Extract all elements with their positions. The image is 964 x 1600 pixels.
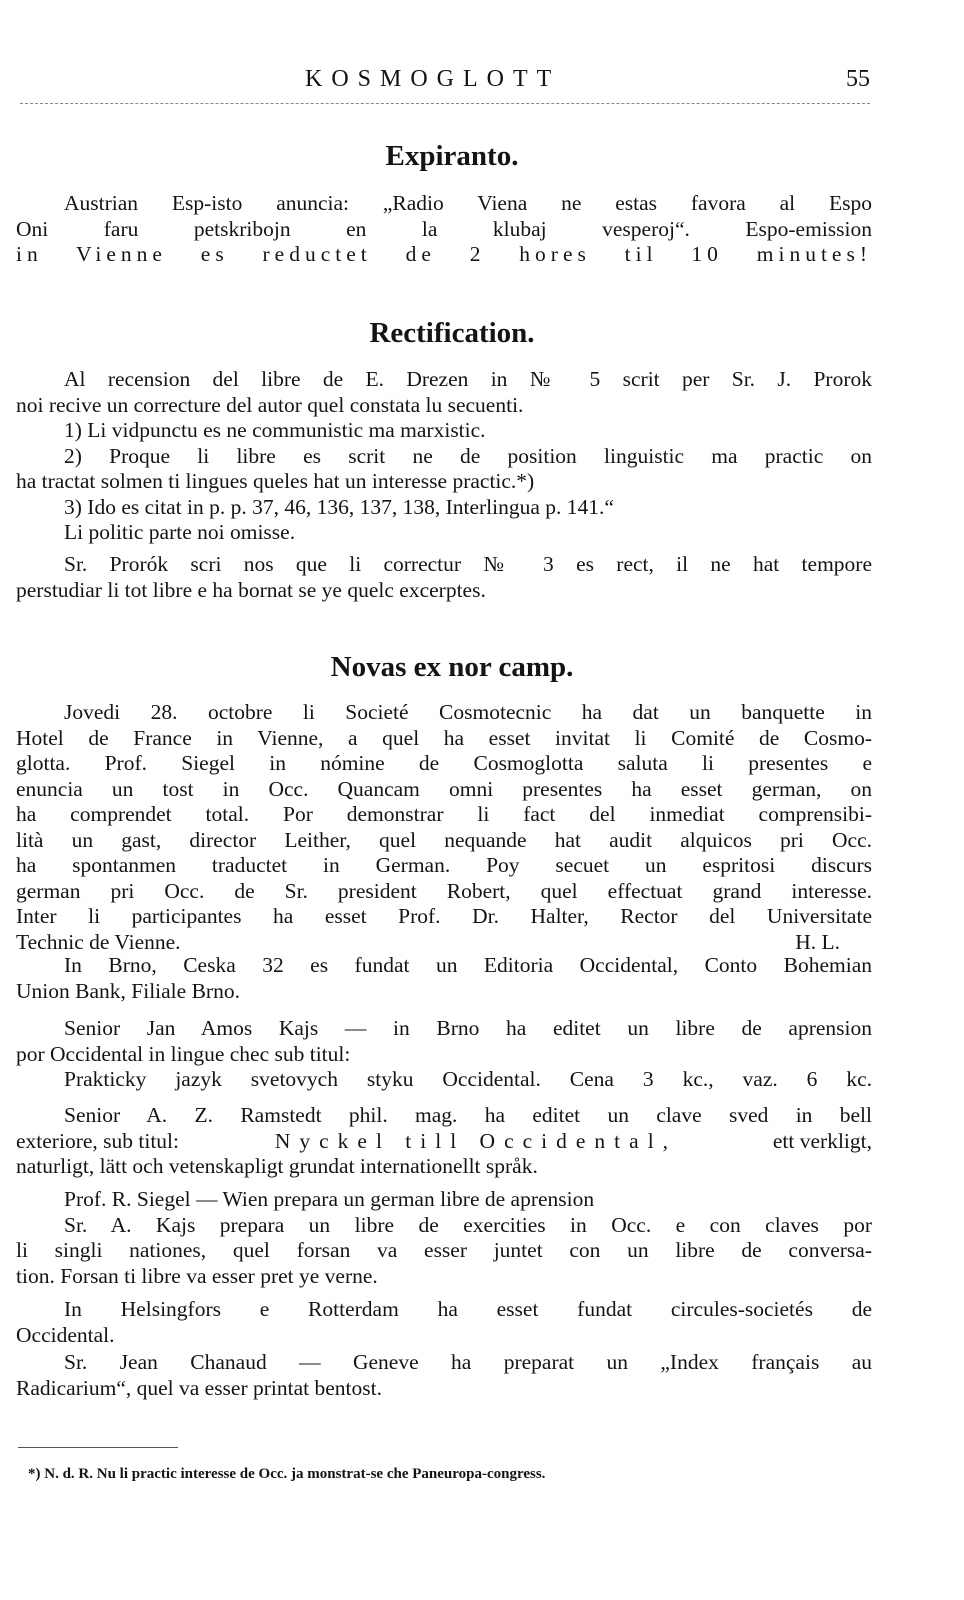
- signature-initials: H. L.: [795, 929, 840, 954]
- text-line: exteriore, sub titul:: [16, 1128, 180, 1153]
- text-line: 1) Li vidpunctu es ne communistic ma marxistic.: [64, 418, 486, 442]
- text-line: Al recension del libre de E. Drezen in № 5 scrit per Sr. J. Prorok: [64, 367, 872, 391]
- text-line: tion. Forsan ti libre va esser pret ye verne.: [16, 1263, 378, 1288]
- text-line: Oni faru petskribojn en la klubaj vesperoj“. Espo-emission: [16, 216, 872, 241]
- text-line: por Occidental in lingue chec sub titul:: [16, 1041, 351, 1066]
- text-line: in Vienne es reductet de 2 hores til 10 minutes!: [16, 242, 872, 266]
- book-title: Nyckel till Occidental,: [274, 1128, 678, 1153]
- text-line: glotta. Prof. Siegel in nómine de Cosmoglotta saluta li presentes e: [16, 751, 872, 775]
- paragraph-siegel-kajs: [16, 1187, 872, 1289]
- text-line: Technic de Vienne.: [16, 929, 181, 954]
- text-line: noi recive un correcture del autor quel constata lu secuenti.: [16, 392, 524, 417]
- text-line: 3) Ido es citat in p. p. 37, 46, 136, 137, 138, Interlingua p. 141.“: [64, 494, 614, 519]
- paragraph-rectification: [16, 367, 872, 546]
- text-line: In Brno, Ceska 32 es fundat un Editoria Occidental, Conto Bohemian: [64, 953, 872, 977]
- header-rule: [20, 103, 870, 104]
- text-line: Union Bank, Filiale Brno.: [16, 978, 240, 1003]
- paragraph-rectification-note: [16, 552, 872, 603]
- page-number: 55: [846, 66, 870, 92]
- heading-expiranto: Expiranto.: [385, 140, 519, 172]
- text-line: Sr. A. Kajs prepara un libre de exercities in Occ. e con claves por: [64, 1212, 872, 1237]
- paragraph-helsingfors: [16, 1297, 872, 1348]
- footnote-rule: [18, 1447, 178, 1448]
- text-line: Sr. Prorók scri nos que li correctur № 3 es rect, il ne hat tempore: [64, 552, 872, 576]
- journal-title: KOSMOGLOTT: [305, 66, 561, 92]
- text-line: ha tractat solmen ti lingues queles hat un interesse practic.*): [16, 469, 535, 493]
- text-line-title: [16, 1129, 872, 1155]
- text-line: Radicarium“, quel va esser printat bentost.: [16, 1375, 382, 1400]
- text-line: lità un gast, director Leither, quel nequande hat audit alquicos pri Occ.: [16, 827, 872, 852]
- text-line: Sr. Jean Chanaud — Geneve ha preparat un „Index français au: [64, 1350, 872, 1374]
- text-line: 2) Proque li libre es scrit ne de position linguistic ma practic on: [64, 443, 872, 468]
- footnote: *) N. d. R. Nu li practic interesse de Occ. ja monstrat-se che Paneuropa-congress.: [28, 1466, 546, 1482]
- text-line: naturligt, lätt och vetenskapligt grundat internationellt språk.: [16, 1154, 538, 1178]
- paragraph-expiranto: [16, 191, 872, 268]
- text-line: ha comprendet total. Por demonstrar li fact del inmediat comprensibi-: [16, 802, 872, 826]
- text-line: german pri Occ. de Sr. president Robert, quel effectuat grand interesse.: [16, 878, 872, 903]
- text-line-signed: [16, 930, 872, 956]
- text-line: enuncia un tost in Occ. Quancam omni presentes ha esset german, on: [16, 776, 872, 801]
- text-line: Hotel de France in Vienne, a quel ha esset invitat li Comité de Cosmo-: [16, 725, 872, 750]
- text-line: Austrian Esp-isto anuncia: „Radio Viena ne estas favora al Espo: [64, 191, 872, 215]
- text-line: Jovedi 28. octobre li Societé Cosmotecnic ha dat un banquette in: [64, 700, 872, 724]
- heading-rectification: Rectification.: [369, 317, 535, 349]
- text-line: li singli nationes, quel forsan va esser juntet con un libre de conversa-: [16, 1238, 872, 1262]
- text-line: Senior A. Z. Ramstedt phil. mag. ha editet un clave sved in bell: [64, 1103, 872, 1127]
- paragraph-brno-editoria: [16, 953, 872, 1004]
- paragraph-banquette: [16, 700, 872, 955]
- text-line: Inter li participantes ha esset Prof. Dr. Halter, Rector del Universitate: [16, 904, 872, 928]
- text-line: ha spontanmen traductet in German. Poy secuet un espritosi discurs: [16, 853, 872, 877]
- heading-novas: Novas ex nor camp.: [330, 651, 574, 683]
- paragraph-ramstedt: [16, 1103, 872, 1180]
- text-line: perstudiar li tot libre e ha bornat se ye quelc excerptes.: [16, 577, 486, 602]
- paragraph-chanaud: [16, 1350, 872, 1401]
- text-line: Senior Jan Amos Kajs — in Brno ha editet un libre de aprension: [64, 1016, 872, 1040]
- text-line: In Helsingfors e Rotterdam ha esset fundat circules-societés de: [64, 1297, 872, 1321]
- text-line: Li politic parte noi omisse.: [64, 520, 296, 544]
- text-line: Occidental.: [16, 1322, 115, 1347]
- text-line: ett verkligt,: [772, 1128, 872, 1153]
- paragraph-kajs: [16, 1016, 872, 1093]
- text-line: Prof. R. Siegel — Wien prepara un german libre de aprension: [64, 1187, 595, 1211]
- page-header: [20, 66, 870, 100]
- text-line: Prakticky jazyk svetovych styku Occidental. Cena 3 kc., vaz. 6 kc.: [64, 1067, 872, 1091]
